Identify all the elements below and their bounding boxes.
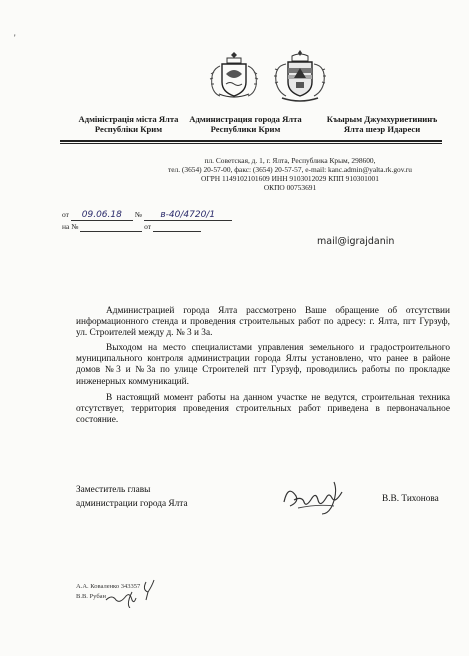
- executor-initials-signature: [102, 578, 162, 613]
- reg-date: 09.06.18: [81, 210, 122, 220]
- paragraph-1-text: Администрацией города Ялта рассмотрено Ваше обращение об отсутствии информационного стенда и проведения строительных работ по адресу: г. Ялта, пгт Гурзуф, ул. Строителей между д. № 3 и 3а.: [76, 306, 450, 339]
- contact-registry-codes: ОГРН 1149102101609 ИНН 9103012029 КПП 910301001: [201, 174, 379, 183]
- contact-phone-email: тел. (3654) 20-57-00, факс: (3654) 20-57-57, e-mail: kanc.admin@yalta.rk.gov.ru: [168, 165, 412, 174]
- header-ua-line1: Адміністрація міста Ялта: [78, 114, 179, 124]
- paragraph-2-text: Выходом на место специалистами управления земельного и градостроительного муниципального контроля администрации города Ялты установлено, что ранее в районе домов №3 и №3а по улице Строителей пгт Гурзуф, проводились работы по прокладке инженерных коммуникаций.: [76, 343, 450, 387]
- header-russian: [183, 114, 308, 134]
- reg-ref-label: на №: [62, 222, 79, 231]
- paragraph-3-text: В настоящий момент работы на данном участке не ведутся, строительная техника отсутствует, территория проведения строительных работ приведена в первоначальное состояние.: [76, 393, 450, 426]
- header-ru-line1: Администрация города Ялта: [189, 114, 302, 124]
- signatory-title-line2: администрации города Ялта: [76, 498, 188, 509]
- signatory-title: [76, 484, 188, 511]
- header-tt-line1: Къырым Джумхуриетининъ: [326, 114, 438, 124]
- header-ru-line2: Республики Крим: [210, 124, 281, 134]
- reg-ref-date-field: [153, 222, 201, 232]
- body-paragraph-3: [76, 393, 450, 427]
- contact-okpo: ОКПО 00753691: [263, 183, 317, 192]
- contact-address: пл. Советская, д. 1, г. Ялта, Республика Крым, 298600,: [204, 156, 376, 165]
- body-paragraph-2: [76, 343, 450, 388]
- registration-line-reference: [62, 222, 201, 232]
- crimea-coat-of-arms-icon: [270, 48, 330, 104]
- executor-line2: В.В. Рубан: [76, 593, 106, 600]
- reg-number: в-40/4720/1: [160, 210, 216, 220]
- executor-line1: А.А. Коваленко 343357: [76, 583, 141, 590]
- header-divider-thick: [60, 140, 442, 142]
- scan-mark: ': [14, 33, 16, 43]
- reg-number-field: [144, 210, 232, 221]
- yalta-coat-of-arms-icon: [205, 48, 263, 100]
- reg-ref-number-field: [80, 222, 142, 232]
- contact-block: [160, 156, 420, 192]
- signatory-name: В.В. Тихонова: [382, 494, 439, 504]
- handwritten-signature: [278, 478, 358, 523]
- header-crimean-tatar: [322, 114, 442, 134]
- header-ua-line2: Республіки Крим: [94, 124, 163, 134]
- reg-number-label: №: [134, 210, 142, 219]
- signatory-title-line1: Заместитель главы: [76, 485, 151, 495]
- header-tt-line2: Ялта шеэр Идареси: [343, 124, 421, 134]
- header-divider-thin: [60, 143, 442, 144]
- reg-ref-from-label: от: [144, 222, 152, 231]
- reg-date-field: [71, 210, 133, 221]
- header-ukrainian: [76, 114, 181, 134]
- body-paragraph-1: [76, 306, 450, 340]
- registration-line-outgoing: [62, 210, 232, 221]
- reg-from-label: от: [62, 210, 69, 219]
- recipient-email: mail@igrajdanin: [317, 236, 395, 247]
